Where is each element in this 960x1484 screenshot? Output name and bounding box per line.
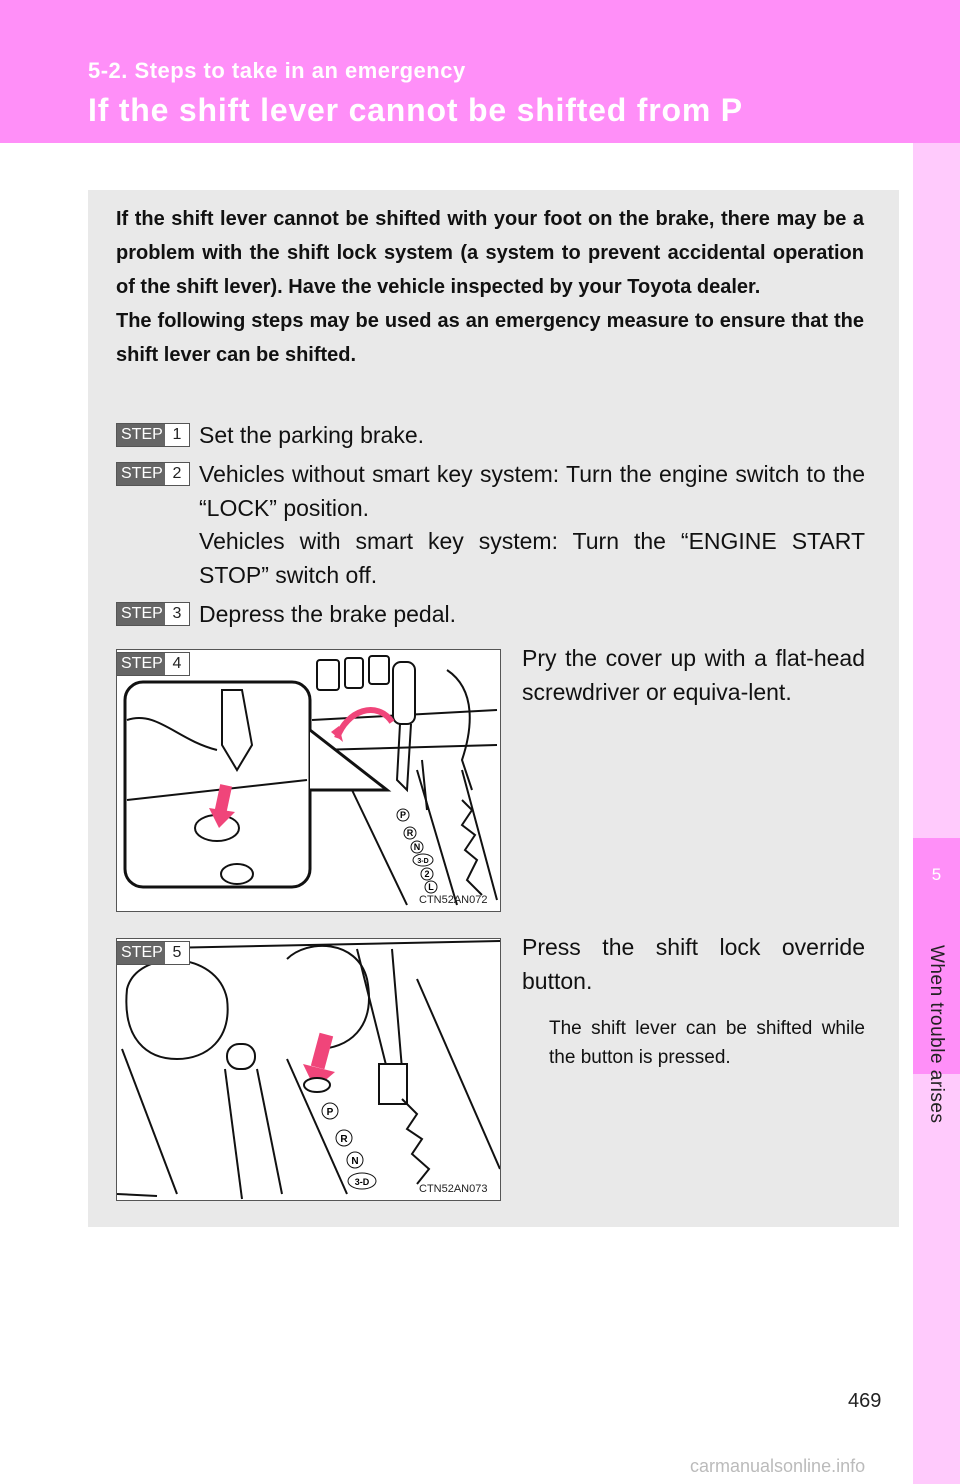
gear-p: P [399,810,407,820]
step-2-text-a: Vehicles without smart key system: Turn the engine switch to the “LOCK” position. [199,461,865,521]
step-1-text: Set the parking brake. [199,422,425,448]
step-5-note: The shift lever can be shifted while the button is pressed. [549,1018,865,1068]
step-4-figure [116,649,501,912]
step-2-text-b: Vehicles with smart key system: Turn the “ENGINE START STOP” switch off. [199,528,865,588]
section-heading: 5-2. Steps to take in an emergency [88,58,466,83]
shift-cover-illustration [117,650,500,911]
gear-r-2: R [340,1134,348,1145]
step-4-text: Pry the cover up with a flat-head screwdriver or equiva-lent. [522,645,865,705]
step-5-figure [116,938,501,1201]
gear-n-2: N [351,1156,359,1167]
footer-watermark[interactable]: carmanualsonline.info [690,1456,866,1476]
page-header [0,0,960,143]
chapter-number: 5 [931,865,942,884]
step-3-badge: STEP 3 [116,602,190,626]
page-title: If the shift lever cannot be shifted from P [88,92,743,128]
chapter-label: When trouble arises [926,945,947,1124]
step-1-badge: STEP 1 [116,423,190,447]
step-5-text: Press the shift lock override button. [522,934,865,994]
gear-r: R [406,828,414,838]
step-5-badge: STEP 5 [116,941,190,965]
step-2-badge: STEP 2 [116,462,190,486]
chapter-sidebar [913,143,960,1484]
override-button-illustration [117,939,500,1200]
page-number: 469 [848,1390,882,1412]
gear-l: L [428,882,434,892]
intro-paragraph-2: The following steps may be used as an emergency measure to ensure that the shift lever can be shifted. [116,310,864,366]
step-4-badge: STEP 4 [116,652,190,676]
gear-2: 2 [424,869,430,879]
figure-code-1: CTN52AN072 [419,894,488,906]
intro-paragraph-1: If the shift lever cannot be shifted with your foot on the brake, there may be a problem with the shift lock system (a system to prevent accidental operation of the shift lever). Have the vehicle inspected by your Toyota dealer. [116,208,864,298]
step-3-text: Depress the brake pedal. [199,601,456,627]
gear-3d-2: 3-D [354,1177,370,1187]
gear-n: N [413,842,421,852]
intro-text [116,202,864,372]
gear-p-2: P [326,1107,334,1118]
figure-code-2: CTN52AN073 [419,1183,488,1195]
gear-3d: 3-D [417,858,429,865]
